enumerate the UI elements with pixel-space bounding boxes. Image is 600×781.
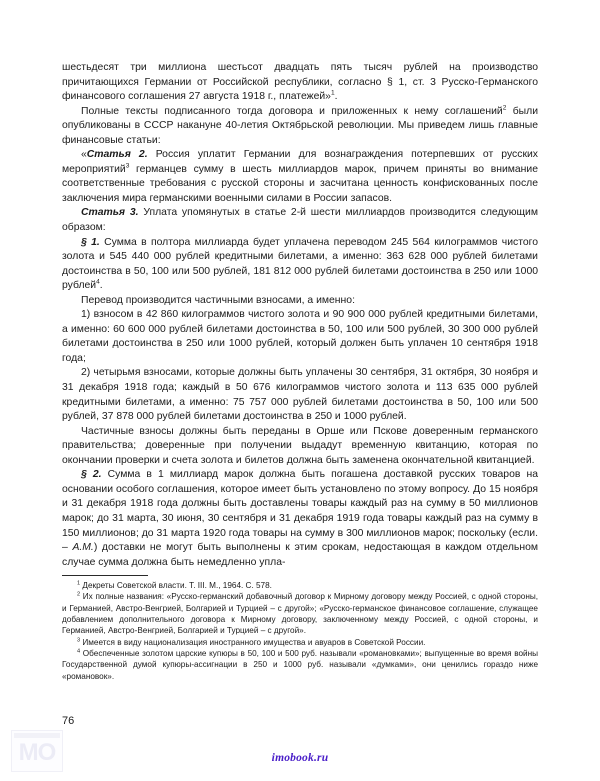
paragraph-article-2 [62,148,538,206]
paragraph-continued: шестьдесят три миллиона шестьсот двадцать пять тысяч рублей на производство причитающихся Германии от Российской республики, согласно § 1, ст. 3 Русско-Германского финансового соглашения 27 августа 1918 г., платежей»$^1$. [62,62,538,103]
paragraph-text-before: Россия уплатит Германии для вознаграждения потерпевших от русских мероприятий [62,149,538,175]
watermark-logo-bar [14,733,60,738]
paragraph-text-before: Сумма в 1 миллиард марок должна быть погашена доставкой русских товаров на основании особого соглашения, которое имеет быть установлено по этому вопросу. До 15 ноября и 31 декабря 1918 года должны быть доставлены товары каждый раз на сумму в 50 миллионов марок; до 31 марта, 30 июня, 30 сентября и 31 декабря 1919 года товары каждый раз на сумму в 150 миллионов; до 31 марта 1920 года товары на сумму в 300 миллионов марок; поскольку (если. – [62,469,538,554]
footnote-item [62,648,538,682]
paragraph-text: Уплата упомянутых в статье 2-й шести миллиардов производится следующим образом: [62,207,539,234]
paragraph-text: Частичные взносы должны быть переданы в Орше или Пскове доверенным германского правительства; доверенные при получении выдадут временную квитанцию, которая по окончании проверки и счета золота и билетов должна быть заменена окончательной квитанцией. [62,425,538,466]
paragraph-text-after: германцев сумму в шесть миллиардов марок, причем приняты во внимание соответственные требования с русской стороны и засчитана ценность конфискованных после заключения мира германскими военными силами в России запасов. [62,163,538,204]
paragraph-text: шестьдесят три миллиона шестьсот двадцать пять тысяч рублей на производство причитающихся Германии от Российской республики, согласно § 1, ст. 3 Русско-Германского финансового соглашения 27 августа 1918 г., платежей» [62,62,538,103]
quote-open: « [81,149,87,161]
footnote-separator-rule [62,575,148,576]
body-text-block [62,61,538,570]
page-number: 76 [62,715,75,727]
footnote-marker: 2 [77,591,81,598]
paragraph-text-before: Полные тексты подписанного тогда договора и приложенных к нему соглашений [81,105,503,117]
footnote-item [62,591,538,636]
article-3-label: Статья 3. [81,207,139,219]
footnote-ref-2: 2 [502,104,507,112]
footnote-text: Декреты Советской власти. Т. III. М., 1964. С. 578. [82,581,272,590]
paragraph-installment-2 [62,366,538,424]
paragraph-article-3 [62,206,538,235]
footnote-ref-3: 3 [125,162,130,170]
article-2-label: Статья 2. [86,149,148,161]
paragraph-installment-1 [62,308,538,366]
paragraph-text: 1) взносом в 42 860 килограммов чистого золота и 90 900 000 рублей кредитными билетами, а именно: 60 600 000 рублей билетами достоинства в 50, 100 или 500 рублей, 30 300 000 рублей билетами достоинства в 250 или 1000 рублей, который должен быть уплачен 10 сентября 1918 года; [62,309,538,364]
footnote-marker: 1 [77,580,81,587]
footnote-text: Имеется в виду национализация иностранного имущества и авуаров в Советской России. [82,637,426,647]
footnote-marker: 4 [77,648,81,655]
footnote-text: Их полные названия: «Русско-германский добавочный договор к Мирному договору между Россией, с одной стороны, и Германией, Австро-Венгрией, Болгарией и Турцией – с другой»; «Русско-германское финансовое соглашение, служащее добавлением дополнительного договора к Мирному договору, заключенному между Россией, с одной стороны, и Германией, Австро-Венгрией, Болгарией и Турцией – с другой». [62,592,538,636]
paragraph-section-2 [62,468,538,570]
editor-initials: А.М. [72,542,94,554]
paragraph-full-texts [62,105,538,149]
watermark-url: imobook.ru [271,752,329,764]
paragraph-text: Перевод производится частичными взносами, а именно: [81,294,355,306]
paragraph-text-after: были опубликованы в СССР накануне 40-летия Октябрьской революции. Мы приведем лишь главные финансовые статьи: [62,105,538,146]
footnote-item [62,637,538,648]
paragraph-installments-intro [62,294,538,309]
paragraph-receipts [62,425,538,469]
footnote-text: Обеспеченные золотом царские купюры в 50, 100 и 500 руб. называли «романовками»; выпущенные во время войны Государственной думой купюры-ассигнации в 250 и 1000 руб. называли «думками», они ценились гораздо ниже «романовок». [62,649,538,681]
section-2-label: § 2. [81,469,102,481]
paragraph-text-before: Сумма в полтора миллиарда будет уплачена переводом 245 564 килограммов чистого золота и 545 440 000 рублей кредитными билетами, а именно: 363 628 000 рублей билетами достоинства в 50, 100 или 500 рублей, 181 812 000 рублей билетами достоинства в 250 или 1000 рублей [62,236,538,292]
footnote-marker: 3 [77,636,81,643]
footnote-ref-1: 1 [330,89,335,97]
footnote-item [62,580,538,591]
paragraph-text: 2) четырьмя взносами, которые должны быть уплачены 30 сентября, 31 октября, 30 ноября и 31 декабря 1918 года; каждый в 50 676 килограммов чистого золота и 113 635 000 рублей кредитными билетами, а именно: 75 757 000 рублей билетами достоинства в 50, 100 или 500 рублей, 37 878 000 рублей билетами достоинства в 250 и 1000 рублей. [62,367,538,423]
watermark-logo-text: MO [18,739,56,766]
paragraph-text-after: . [99,280,103,292]
paragraph-section-1 [62,236,538,294]
paragraph-text-after: ) доставки не могут быть выполнены к этим срокам, недостающая в каждом отдельном случае сумма должна быть немедленно упла- [62,542,538,568]
footnote-ref-4: 4 [96,278,100,286]
footnote-section [62,575,538,682]
section-1-label: § 1. [81,236,100,248]
